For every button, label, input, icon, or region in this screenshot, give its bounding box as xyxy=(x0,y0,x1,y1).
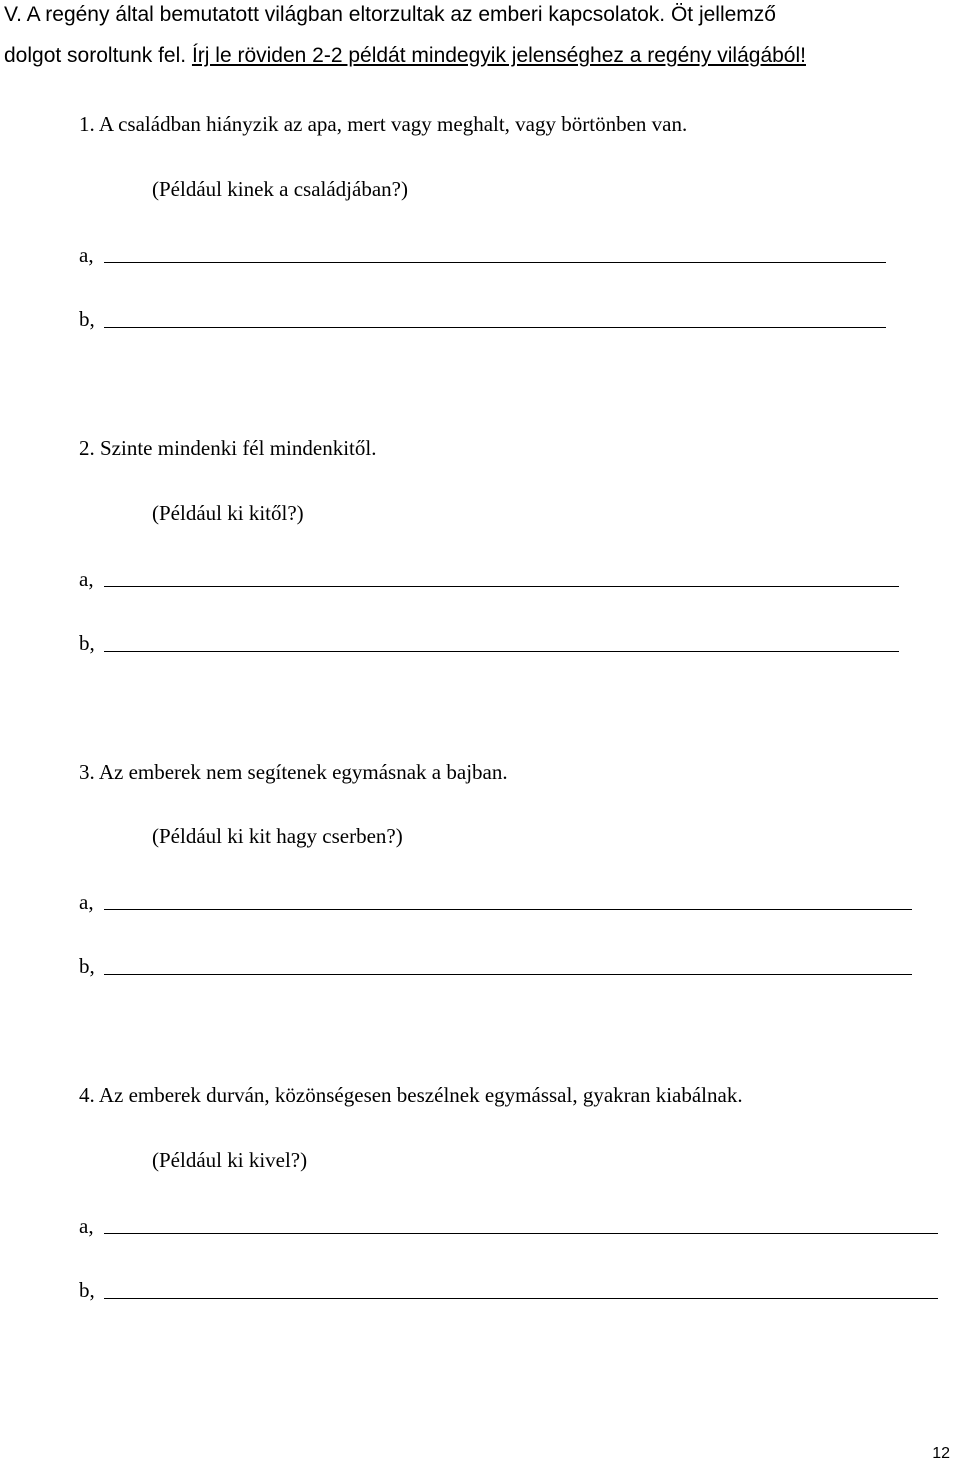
task-2-hint: (Például ki kitől?) xyxy=(152,501,304,525)
task-heading xyxy=(4,0,954,71)
task-1-a-label: a, xyxy=(79,243,94,267)
task-3-a-answer-line[interactable] xyxy=(104,909,912,910)
task-4-hint: (Például ki kivel?) xyxy=(152,1148,308,1172)
task-4-statement: 4. Az emberek durván, közönségesen beszélnek egymással, gyakran kiabálnak. xyxy=(79,1083,743,1107)
task-4-a-label: a, xyxy=(79,1214,94,1238)
task-2-b-label: b, xyxy=(79,631,95,655)
heading-line-2-start: dolgot soroltunk fel. xyxy=(4,44,192,67)
task-2-b-answer-line[interactable] xyxy=(104,651,899,652)
task-4-b-answer-line[interactable] xyxy=(104,1298,938,1299)
heading-line-1: V. A regény által bemutatott világban eltorzultak az emberi kapcsolatok. Öt jellemző xyxy=(4,3,776,26)
task-2-a-answer-line[interactable] xyxy=(104,586,899,587)
heading-instruction: Írj le röviden 2-2 példát mindegyik jelenséghez a regény világából! xyxy=(191,44,806,67)
heading-line-2 xyxy=(4,41,954,71)
task-3-b-answer-line[interactable] xyxy=(104,974,912,975)
task-1-a-answer-line[interactable] xyxy=(104,262,886,263)
task-3-hint: (Például ki kit hagy cserben?) xyxy=(152,824,403,848)
page-number: 12 xyxy=(932,1445,950,1462)
task-4-b-label: b, xyxy=(79,1278,95,1302)
task-2-a-label: a, xyxy=(79,567,94,591)
task-3-statement: 3. Az emberek nem segítenek egymásnak a bajban. xyxy=(79,760,508,784)
task-1-statement: 1. A családban hiányzik az apa, mert vagy meghalt, vagy börtönben van. xyxy=(79,112,688,136)
task-3-b-label: b, xyxy=(79,954,95,978)
task-2-statement: 2. Szinte mindenki fél mindenkitől. xyxy=(79,436,377,460)
task-1-b-label: b, xyxy=(79,307,95,331)
task-3-a-label: a, xyxy=(79,890,94,914)
task-4-a-answer-line[interactable] xyxy=(104,1233,938,1234)
task-1-hint: (Például kinek a családjában?) xyxy=(152,177,408,201)
task-1-b-answer-line[interactable] xyxy=(104,327,886,328)
